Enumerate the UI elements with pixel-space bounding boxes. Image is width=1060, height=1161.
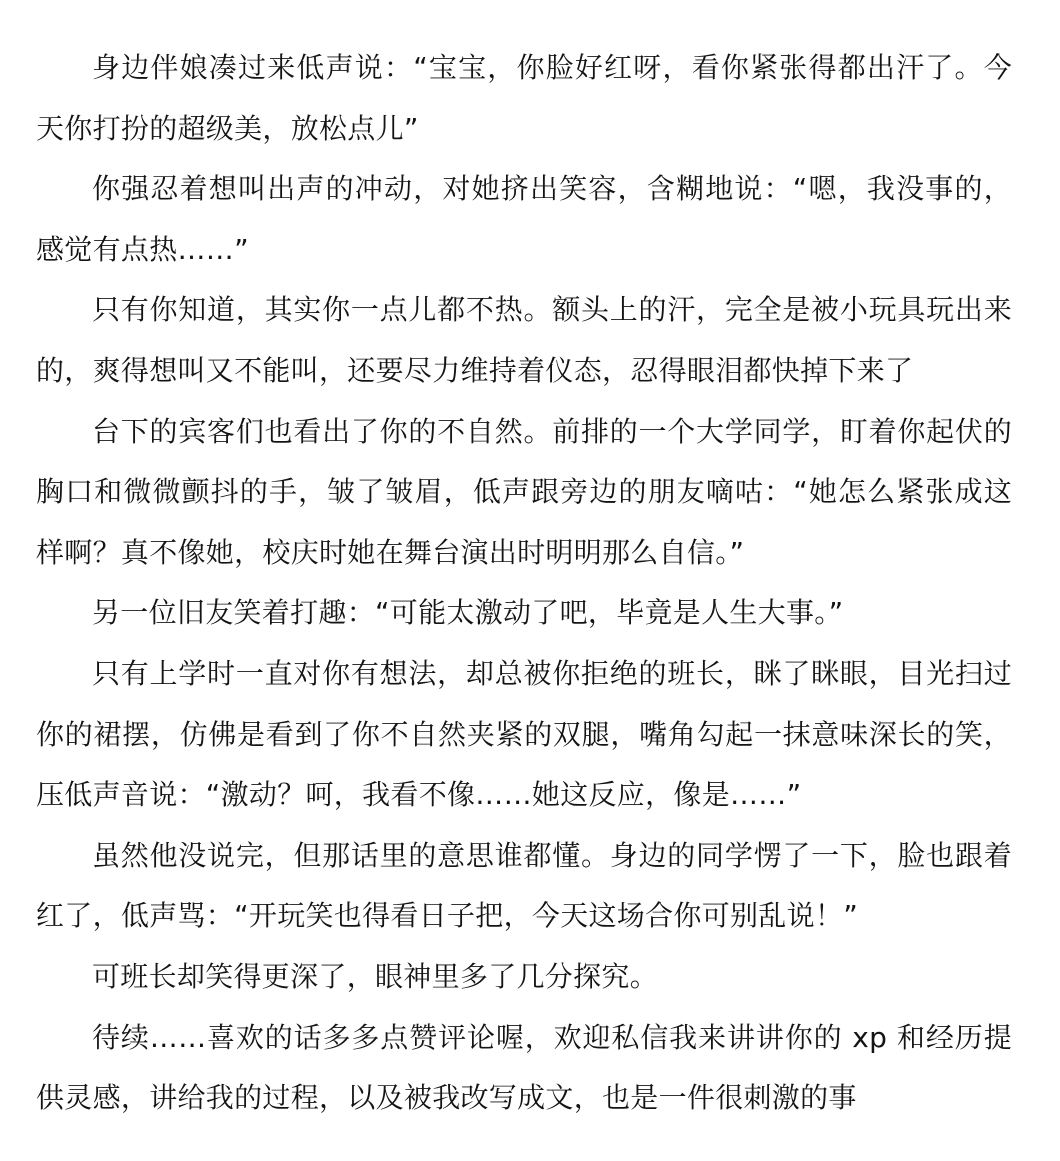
paragraph-2: 你强忍着想叫出声的冲动，对她挤出笑容，含糊地说：“嗯，我没事的，感觉有点热……” bbox=[36, 172, 1012, 266]
paragraph-4: 台下的宾客们也看出了你的不自然。前排的一个大学同学，盯着你起伏的胸口和微微颤抖的手，皱了皱眉，低声跟旁边的朋友嘀咕：“她怎么紧张成这样啊？真不像她，校庆时她在舞台演出时明明那么自信。” bbox=[36, 414, 1012, 569]
document-body bbox=[36, 38, 1012, 1129]
paragraph-7: 虽然他没说完，但那话里的意思谁都懂。身边的同学愣了一下，脸也跟着红了，低声骂：“开玩笑也得看日子把，今天这场合你可别乱说！” bbox=[36, 838, 1012, 933]
paragraph-1: 身边伴娘凑过来低声说：“宝宝，你脸好红呀，看你紧张得都出汗了。今天你打扮的超级美，放松点儿” bbox=[36, 51, 1012, 145]
paragraph-8: 可班长却笑得更深了，眼神里多了几分探究。 bbox=[92, 959, 659, 993]
paragraph-6: 只有上学时一直对你有想法，却总被你拒绝的班长，眯了眯眼，目光扫过你的裙摆，仿佛是看到了你不自然夹紧的双腿，嘴角勾起一抹意味深长的笑，压低声音说：“激动？呵，我看不像……她这反应，像是……” bbox=[36, 656, 1012, 812]
paragraph-3: 只有你知道，其实你一点儿都不热。额头上的汗，完全是被小玩具玩出来的，爽得想叫又不能叫，还要尽力维持着仪态，忍得眼泪都快掉下来了 bbox=[36, 293, 1012, 387]
paragraph-5: 另一位旧友笑着打趣：“可能太激动了吧，毕竟是人生大事。” bbox=[92, 596, 844, 630]
paragraph-9: 待续……喜欢的话多多点赞评论喔，欢迎私信我来讲讲你的 xp 和经历提供灵感，讲给我的过程，以及被我改写成文，也是一件很刺激的事 bbox=[36, 1020, 1012, 1115]
